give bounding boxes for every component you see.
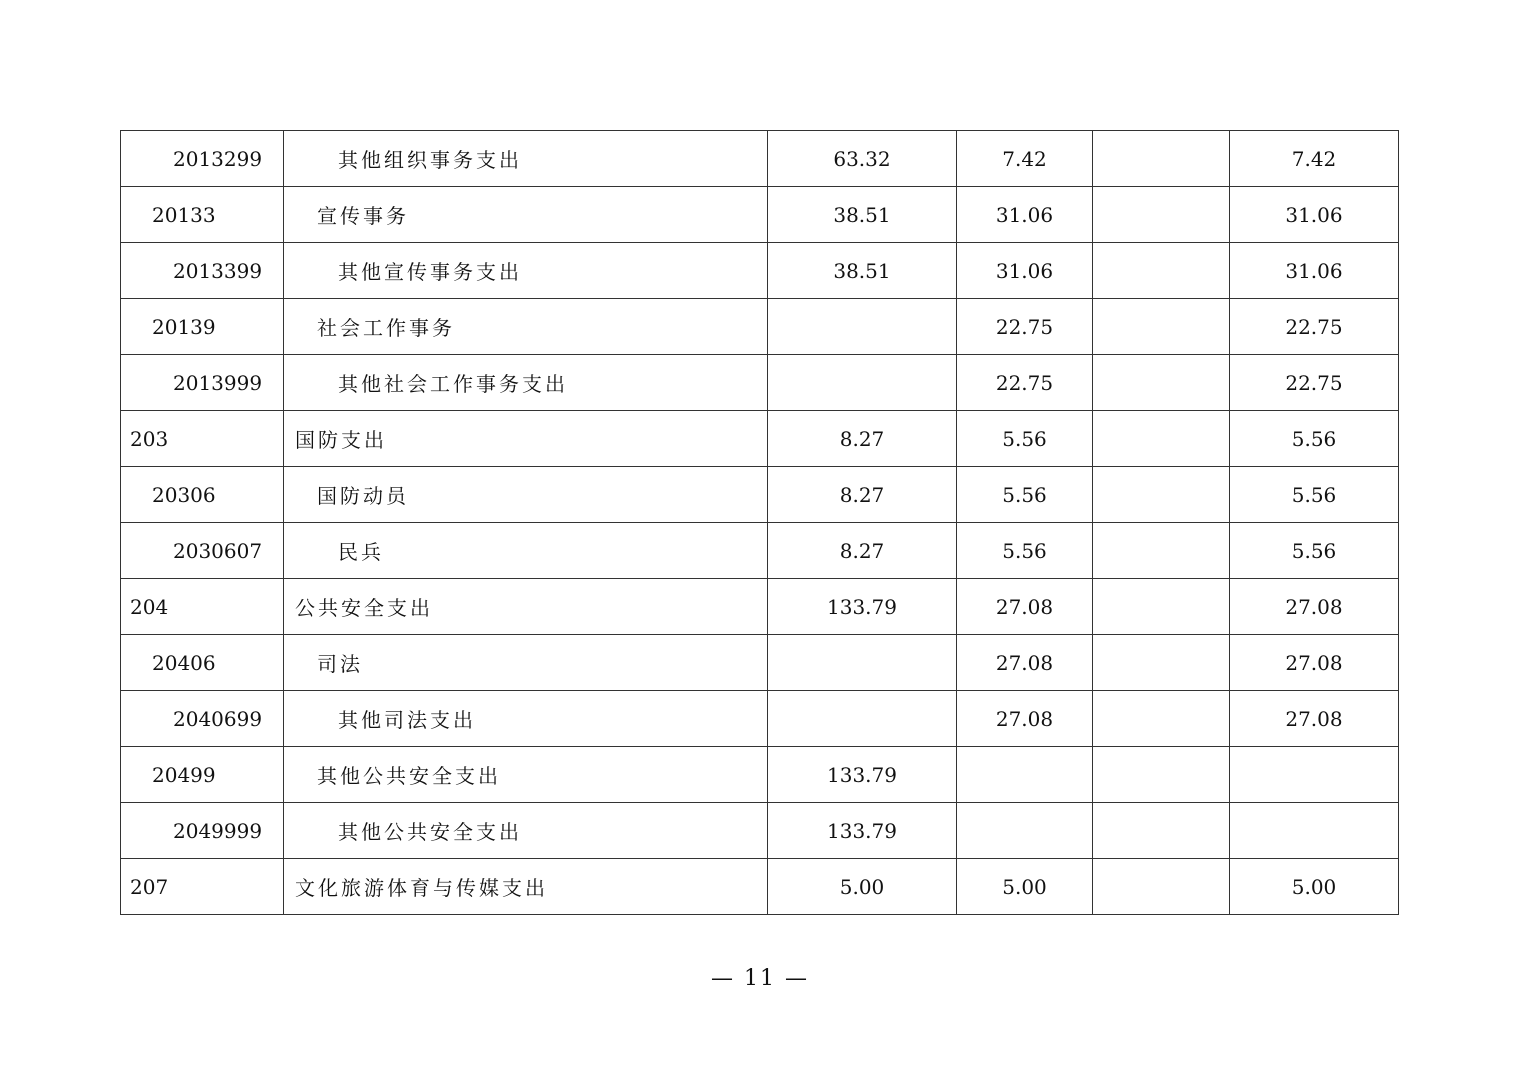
value-cell-1: 133.79 [768,803,957,859]
subject-name-cell: 其他公共安全支出 [284,747,768,803]
value-cell-4: 31.06 [1230,243,1399,299]
subject-name-cell: 其他社会工作事务支出 [284,355,768,411]
subject-code-cell: 20139 [121,299,284,355]
value-cell-4: 22.75 [1230,299,1399,355]
value-cell-3 [1093,243,1230,299]
subject-name-cell: 民兵 [284,523,768,579]
value-cell-1: 8.27 [768,523,957,579]
subject-code-cell: 2049999 [121,803,284,859]
subject-code-cell: 2013299 [121,131,284,187]
value-cell-3 [1093,635,1230,691]
subject-name-cell: 司法 [284,635,768,691]
value-cell-2: 27.08 [957,579,1093,635]
value-cell-4: 27.08 [1230,691,1399,747]
subject-code-cell: 207 [121,859,284,915]
value-cell-3 [1093,579,1230,635]
page-number: — 11 — [711,966,809,991]
value-cell-4: 5.56 [1230,523,1399,579]
subject-name-cell: 其他司法支出 [284,691,768,747]
value-cell-4: 5.00 [1230,859,1399,915]
table-row [121,243,1399,299]
value-cell-4 [1230,747,1399,803]
subject-code-cell: 2013399 [121,243,284,299]
value-cell-1 [768,635,957,691]
subject-name-cell: 其他组织事务支出 [284,131,768,187]
subject-name-cell: 宣传事务 [284,187,768,243]
value-cell-2: 5.56 [957,523,1093,579]
value-cell-4 [1230,803,1399,859]
table-body [121,131,1399,915]
value-cell-2: 27.08 [957,635,1093,691]
subject-code-cell: 203 [121,411,284,467]
value-cell-3 [1093,187,1230,243]
value-cell-1 [768,299,957,355]
value-cell-1 [768,691,957,747]
subject-code-cell: 20499 [121,747,284,803]
value-cell-3 [1093,131,1230,187]
table-row [121,747,1399,803]
value-cell-1: 38.51 [768,187,957,243]
value-cell-3 [1093,747,1230,803]
value-cell-3 [1093,803,1230,859]
subject-name-cell: 社会工作事务 [284,299,768,355]
subject-code-cell: 20406 [121,635,284,691]
table-row [121,355,1399,411]
value-cell-1: 5.00 [768,859,957,915]
value-cell-1: 38.51 [768,243,957,299]
subject-name-cell: 国防动员 [284,467,768,523]
value-cell-4: 5.56 [1230,411,1399,467]
subject-name-cell: 国防支出 [284,411,768,467]
value-cell-2: 5.56 [957,467,1093,523]
table-row [121,579,1399,635]
table-row [121,859,1399,915]
value-cell-4: 27.08 [1230,635,1399,691]
value-cell-2 [957,803,1093,859]
table-row [121,523,1399,579]
value-cell-4: 7.42 [1230,131,1399,187]
subject-name-cell: 公共安全支出 [284,579,768,635]
value-cell-2: 7.42 [957,131,1093,187]
budget-table [120,130,1399,915]
table-row [121,187,1399,243]
value-cell-3 [1093,355,1230,411]
value-cell-3 [1093,299,1230,355]
value-cell-3 [1093,467,1230,523]
value-cell-4: 27.08 [1230,579,1399,635]
value-cell-1: 63.32 [768,131,957,187]
value-cell-1: 8.27 [768,467,957,523]
subject-code-cell: 20306 [121,467,284,523]
value-cell-3 [1093,523,1230,579]
table-row [121,635,1399,691]
table-row [121,467,1399,523]
value-cell-2: 27.08 [957,691,1093,747]
subject-name-cell: 文化旅游体育与传媒支出 [284,859,768,915]
subject-code-cell: 20133 [121,187,284,243]
value-cell-2: 5.00 [957,859,1093,915]
value-cell-2 [957,747,1093,803]
value-cell-3 [1093,691,1230,747]
value-cell-4: 5.56 [1230,467,1399,523]
value-cell-3 [1093,859,1230,915]
subject-name-cell: 其他公共安全支出 [284,803,768,859]
value-cell-2: 31.06 [957,187,1093,243]
subject-code-cell: 2040699 [121,691,284,747]
value-cell-1 [768,355,957,411]
table-row [121,131,1399,187]
value-cell-1: 133.79 [768,747,957,803]
subject-code-cell: 2030607 [121,523,284,579]
table-row [121,299,1399,355]
value-cell-1: 8.27 [768,411,957,467]
value-cell-1: 133.79 [768,579,957,635]
subject-name-cell: 其他宣传事务支出 [284,243,768,299]
value-cell-2: 22.75 [957,299,1093,355]
subject-code-cell: 204 [121,579,284,635]
value-cell-4: 31.06 [1230,187,1399,243]
table-row [121,803,1399,859]
value-cell-2: 31.06 [957,243,1093,299]
table-row [121,691,1399,747]
value-cell-2: 22.75 [957,355,1093,411]
value-cell-3 [1093,411,1230,467]
table-row [121,411,1399,467]
subject-code-cell: 2013999 [121,355,284,411]
value-cell-2: 5.56 [957,411,1093,467]
value-cell-4: 22.75 [1230,355,1399,411]
